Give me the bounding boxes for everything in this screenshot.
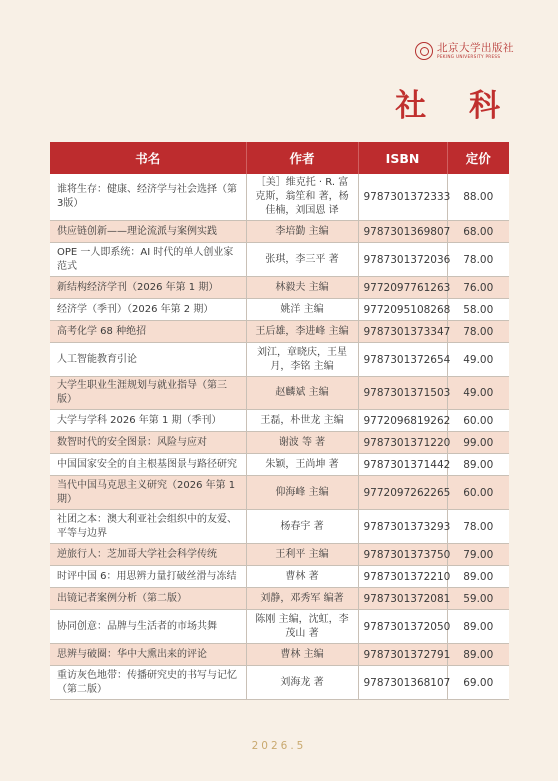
table-body (50, 174, 509, 700)
book-price: 78.00 (447, 510, 509, 544)
book-title: 中国国家安全的自主根基图景与路径研究 (50, 454, 246, 476)
book-title: 当代中国马克思主义研究（2026 年第 1 期） (50, 476, 246, 510)
book-price: 79.00 (447, 544, 509, 566)
book-author: 张琪，李三平 著 (246, 243, 358, 277)
table-row (50, 277, 509, 299)
book-author: 陈刚 主编，沈虹，李茂山 著 (246, 610, 358, 644)
book-title: OPE 一人即系统：AI 时代的单人创业家范式 (50, 243, 246, 277)
book-price: 49.00 (447, 377, 509, 410)
publisher-name-en: PEKING UNIVERSITY PRESS (437, 54, 501, 60)
table-row (50, 174, 509, 221)
table-row (50, 243, 509, 277)
header-title: 书名 (50, 142, 246, 174)
book-author: 朱颖，王尚坤 著 (246, 454, 358, 476)
book-title: 新结构经济学刊（2026 年第 1 期） (50, 277, 246, 299)
book-price: 88.00 (447, 174, 509, 221)
book-author: 赵麟斌 主编 (246, 377, 358, 410)
header-author: 作者 (246, 142, 358, 174)
book-price: 68.00 (447, 221, 509, 243)
book-price: 59.00 (447, 588, 509, 610)
book-title: 出镜记者案例分析（第二版） (50, 588, 246, 610)
book-author: 曹林 著 (246, 566, 358, 588)
publisher-wordmark (437, 43, 514, 60)
book-price: 78.00 (447, 321, 509, 343)
book-isbn: 9787301372333 (358, 174, 447, 221)
book-isbn: 9787301371442 (358, 454, 447, 476)
book-title: 经济学（季刊）（2026 年第 2 期） (50, 299, 246, 321)
table-row (50, 221, 509, 243)
book-isbn: 9772095108268 (358, 299, 447, 321)
table-row (50, 454, 509, 476)
book-isbn: 9772096819262 (358, 410, 447, 432)
book-isbn: 9787301369807 (358, 221, 447, 243)
table-row (50, 666, 509, 700)
table-row (50, 410, 509, 432)
book-price: 99.00 (447, 432, 509, 454)
book-title: 重访灰色地带：传播研究史的书写与记忆（第二版） (50, 666, 246, 700)
pku-emblem-icon (415, 42, 433, 60)
table-row (50, 566, 509, 588)
book-isbn: 9787301373347 (358, 321, 447, 343)
book-title: 思辨与破圈：华中大熏出来的评论 (50, 644, 246, 666)
book-isbn: 9787301372210 (358, 566, 447, 588)
book-author: 李培勤 主编 (246, 221, 358, 243)
header-price: 定价 (447, 142, 509, 174)
book-title: 社团之本：澳大利亚社会组织中的友爱、平等与边界 (50, 510, 246, 544)
book-isbn: 9772097262265 (358, 476, 447, 510)
book-title: 供应链创新——理论流派与案例实践 (50, 221, 246, 243)
table-row (50, 432, 509, 454)
book-title: 谁将生存：健康、经济学与社会选择（第3版） (50, 174, 246, 221)
book-author: ［美］维克托 · R. 富克斯，翁笙和 著，杨佳楠，刘国恩 译 (246, 174, 358, 221)
book-isbn: 9787301371503 (358, 377, 447, 410)
table-row (50, 644, 509, 666)
book-author: 杨春宇 著 (246, 510, 358, 544)
book-author: 刘海龙 著 (246, 666, 358, 700)
table-row (50, 510, 509, 544)
book-isbn: 9787301373293 (358, 510, 447, 544)
book-isbn: 9787301372654 (358, 343, 447, 377)
book-price: 60.00 (447, 410, 509, 432)
table-row (50, 544, 509, 566)
publisher-logo (415, 42, 514, 60)
book-author: 王磊，朴世龙 主编 (246, 410, 358, 432)
book-author: 刘静，邓秀军 编著 (246, 588, 358, 610)
section-title: 社 科 (395, 88, 516, 124)
table-row (50, 343, 509, 377)
book-author: 曹林 主编 (246, 644, 358, 666)
book-price: 69.00 (447, 666, 509, 700)
book-title: 时评中国 6：用思辨力量打破丝滑与冻结 (50, 566, 246, 588)
book-isbn: 9787301372791 (358, 644, 447, 666)
book-title: 数智时代的安全图景：风险与应对 (50, 432, 246, 454)
book-title: 大学与学科 2026 年第 1 期（季刊） (50, 410, 246, 432)
table-row (50, 610, 509, 644)
publisher-name: 北京大学出版社 (437, 41, 514, 54)
book-author: 仰海峰 主编 (246, 476, 358, 510)
book-author: 王后雄，李进峰 主编 (246, 321, 358, 343)
book-table (50, 142, 509, 700)
table-row (50, 377, 509, 410)
table-row (50, 299, 509, 321)
table-header-row (50, 142, 509, 174)
book-author: 林毅夫 主编 (246, 277, 358, 299)
book-price: 76.00 (447, 277, 509, 299)
book-author: 王利平 主编 (246, 544, 358, 566)
book-title: 人工智能教育引论 (50, 343, 246, 377)
book-author: 谢波 等 著 (246, 432, 358, 454)
table-row (50, 321, 509, 343)
book-price: 78.00 (447, 243, 509, 277)
book-isbn: 9787301372081 (358, 588, 447, 610)
book-isbn: 9787301368107 (358, 666, 447, 700)
book-price: 58.00 (447, 299, 509, 321)
book-isbn: 9787301372036 (358, 243, 447, 277)
book-price: 60.00 (447, 476, 509, 510)
book-price: 49.00 (447, 343, 509, 377)
book-title: 逆旅行人：芝加哥大学社会科学传统 (50, 544, 246, 566)
issue-date: 2026.5 (251, 740, 307, 752)
book-isbn: 9787301371220 (358, 432, 447, 454)
book-price: 89.00 (447, 644, 509, 666)
book-price: 89.00 (447, 610, 509, 644)
book-isbn: 9787301372050 (358, 610, 447, 644)
book-price: 89.00 (447, 566, 509, 588)
book-author: 姚洋 主编 (246, 299, 358, 321)
book-isbn: 9772097761263 (358, 277, 447, 299)
book-title: 协同创意：品牌与生活者的市场共舞 (50, 610, 246, 644)
book-title: 大学生职业生涯规划与就业指导（第三版） (50, 377, 246, 410)
book-author: 刘江，章晓庆，王星月，李铭 主编 (246, 343, 358, 377)
book-title: 高考化学 68 种绝招 (50, 321, 246, 343)
book-price: 89.00 (447, 454, 509, 476)
table-row (50, 476, 509, 510)
book-isbn: 9787301373750 (358, 544, 447, 566)
header-isbn: ISBN (358, 142, 447, 174)
table-row (50, 588, 509, 610)
